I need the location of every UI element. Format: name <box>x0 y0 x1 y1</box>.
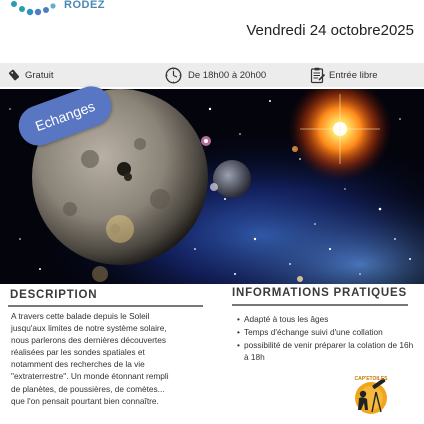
practical-info-title: INFORMATIONS PRATIQUES <box>232 287 407 299</box>
list-item: • Temps d'échange suivi d'une collation <box>244 327 420 339</box>
clipboard-icon <box>310 67 326 84</box>
mascot-label: CAP'ETOILES <box>354 376 388 382</box>
price-info <box>8 63 54 87</box>
description-line: A travers cette balade depuis le Soleil <box>11 311 150 321</box>
practical-info-divider <box>232 304 408 306</box>
practical-info-list <box>244 314 420 365</box>
description-line: que l'on pensait pourtant bien connaître. <box>11 395 159 406</box>
time-info <box>165 63 266 87</box>
description-line: de planètes, de poussières, de comètes... <box>11 383 165 394</box>
description-line: réalisées par les sondes spatiales et <box>11 347 145 358</box>
clock-icon <box>165 67 182 84</box>
time-label: De 18h00 à 20h00 <box>188 69 267 81</box>
description-divider <box>8 305 203 307</box>
list-item: • Adapté à tous les âges <box>244 314 420 326</box>
echanges-badge: Echanges <box>13 81 117 151</box>
description-title: DESCRIPTION <box>10 289 98 301</box>
telescope-mascot-icon <box>348 372 394 418</box>
capetoiles-logo <box>348 372 394 418</box>
logo-dots-icon <box>0 0 64 18</box>
info-bar <box>0 63 424 87</box>
entry-label: Entrée libre <box>329 69 378 81</box>
logo-text: RODEZ <box>64 0 105 11</box>
logo <box>0 0 110 20</box>
description-line: jusqu'aux limites de notre système solaire, <box>11 323 167 334</box>
description-line: notamment des recherches de la vie <box>11 359 145 370</box>
price-label: Gratuit <box>25 69 54 81</box>
description-text <box>11 310 204 407</box>
event-date: Vendredi 24 octobre2025 <box>246 22 414 39</box>
ticket-icon <box>8 69 20 81</box>
description-line: nous parlerons des dernières découvertes <box>11 335 166 346</box>
description-line: "extraterrestre". Un monde étonnant rempli <box>11 371 169 382</box>
entry-info <box>310 63 378 87</box>
list-item: • possibilité de venir préparer la colation de 16h à 18h <box>244 340 420 363</box>
